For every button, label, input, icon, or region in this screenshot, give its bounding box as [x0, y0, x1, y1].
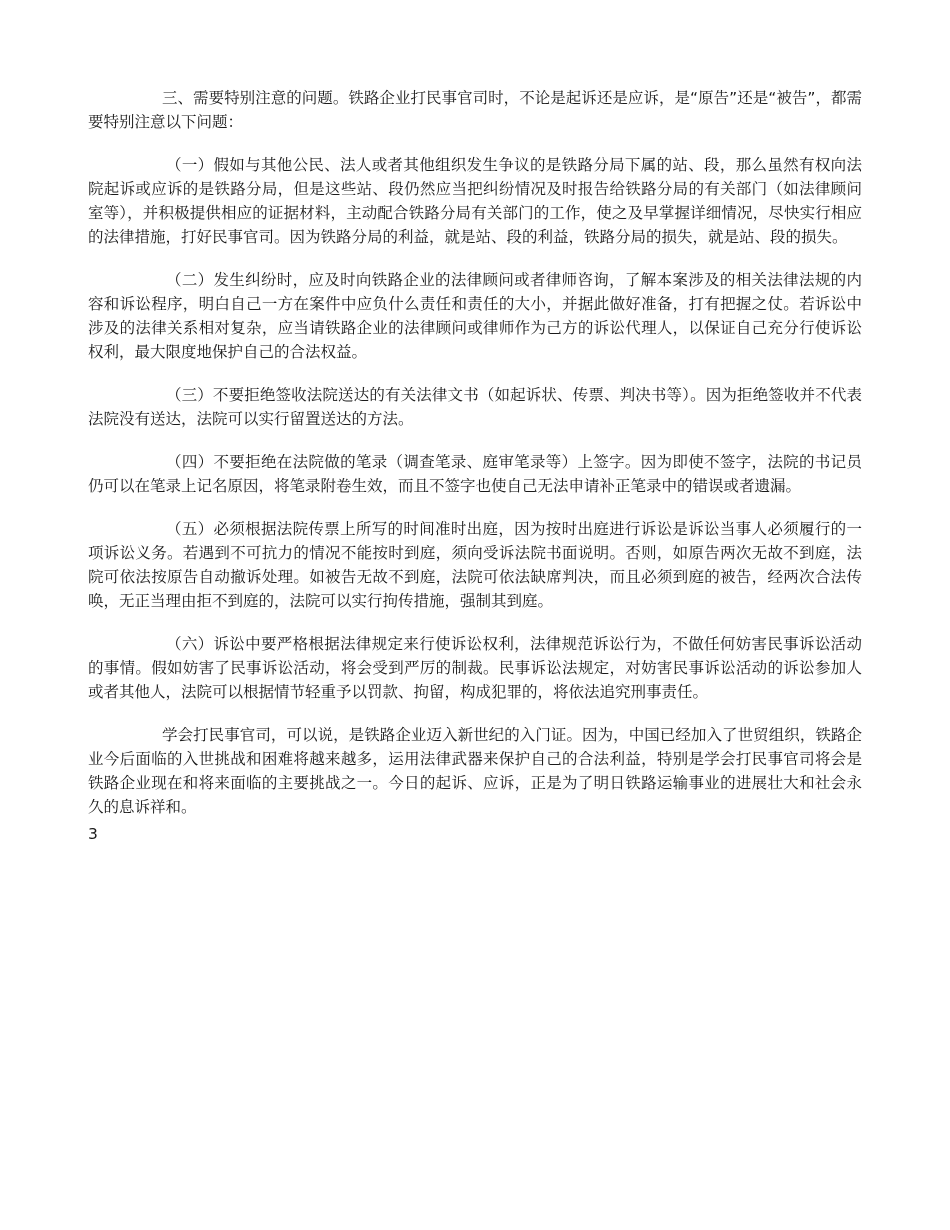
item-6-paragraph: （六）诉讼中要严格根据法律规定来行使诉讼权利，法律规范诉讼行为，不做任何妨害民事诉讼活动的事情。假如妨害了民事诉讼活动，将会受到严厉的制裁。民事诉讼法规定，对妨害民事诉讼活动的诉讼参加人或者其他人，法院可以根据情节轻重予以罚款、拘留，构成犯罪的，将依法追究刑事责任。 — [88, 635, 862, 701]
item-2-paragraph: （二）发生纠纷时，应及时向铁路企业的法律顾问或者律师咨询，了解本案涉及的相关法律法规的内容和诉讼程序，明白自己一方在案件中应负什么责任和责任的大小，并据此做好准备，打有把握之仗。若诉讼中涉及的法律关系相对复杂，应当请铁路企业的法律顾问或律师作为己方的诉讼代理人，以保证自己充分行使诉讼权利，最大限度地保护自己的合法权益。 — [88, 271, 862, 361]
section-intro-paragraph: 三、需要特别注意的问题。铁路企业打民事官司时，不论是起诉还是应诉，是“原告”还是“被告”，都需要特别注意以下问题： — [88, 89, 862, 131]
item-5-paragraph: （五）必须根据法院传票上所写的时间准时出庭，因为按时出庭进行诉讼是诉讼当事人必须履行的一项诉讼义务。若遇到不可抗力的情况不能按时到庭，须向受诉法院书面说明。否则，如原告两次无故不到庭，法院可依法按原告自动撤诉处理。如被告无故不到庭，法院可依法缺席判决，而且必须到庭的被告，经两次合法传唤，无正当理由拒不到庭的，法院可以实行拘传措施，强制其到庭。 — [88, 520, 862, 610]
item-1-paragraph: （一）假如与其他公民、法人或者其他组织发生争议的是铁路分局下属的站、段，那么虽然有权向法院起诉或应诉的是铁路分局，但是这些站、段仍然应当把纠纷情况及时报告给铁路分局的有关部门（如法律顾问室等），并积极提供相应的证据材料，主动配合铁路分局有关部门的工作，使之及早掌握详细情况，尽快实行相应的法律措施，打好民事官司。因为铁路分局的利益，就是站、段的利益，铁路分局的损失，就是站、段的损失。 — [88, 156, 862, 246]
item-3-paragraph: （三）不要拒绝签收法院送达的有关法律文书（如起诉状、传票、判决书等）。因为拒绝签收并不代表法院没有送达，法院可以实行留置送达的方法。 — [88, 386, 862, 428]
item-4-paragraph: （四）不要拒绝在法院做的笔录（调查笔录、庭审笔录等）上签字。因为即使不签字，法院的书记员仍可以在笔录上记名原因，将笔录附卷生效，而且不签字也使自己无法申请补正笔录中的错误或者遗漏。 — [88, 453, 862, 495]
page-number: 3 — [88, 825, 98, 843]
conclusion-paragraph: 学会打民事官司，可以说，是铁路企业迈入新世纪的入门证。因为，中国已经加入了世贸组织，铁路企业今后面临的入世挑战和困难将越来越多，运用法律武器来保护自己的合法利益，特别是学会打民事官司将会是铁路企业现在和将来面临的主要挑战之一。今日的起诉、应诉，正是为了明日铁路运输事业的进展壮大和社会永久的息诉祥和。 — [88, 726, 862, 816]
document-page — [88, 86, 862, 845]
